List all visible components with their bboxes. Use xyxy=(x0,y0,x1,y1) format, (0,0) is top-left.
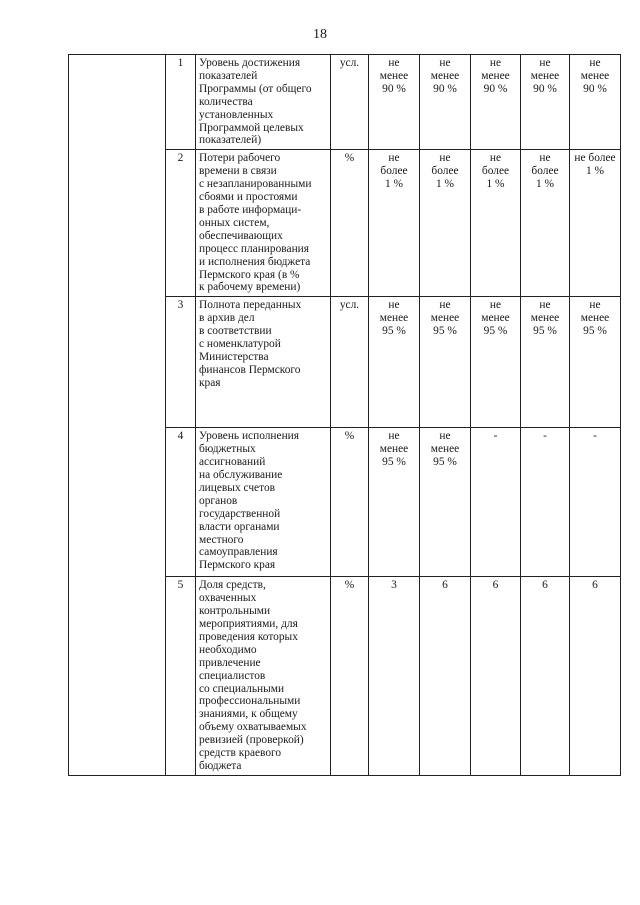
indicator-name-line: Уровень достижения xyxy=(199,57,301,69)
indicator-name-line: власти органами xyxy=(199,520,280,533)
indicator-name-line: в архив дел xyxy=(199,312,255,325)
indicator-name-line: со специальными xyxy=(199,682,285,695)
value-line: - xyxy=(493,430,498,443)
value-cell xyxy=(471,428,521,577)
value-line: не xyxy=(388,299,400,312)
indicator-name-line: на обслуживание xyxy=(199,469,283,482)
value-line: менее xyxy=(430,443,460,456)
value-cell xyxy=(521,297,570,428)
value-line: менее xyxy=(481,69,510,82)
indicator-name-line: в соответствии xyxy=(199,325,272,338)
unit-cell: усл. xyxy=(331,55,369,150)
value-cell xyxy=(369,297,420,428)
indicator-name-line: к рабочему времени) xyxy=(199,281,301,294)
indicator-name-line: онных систем, xyxy=(199,216,270,229)
value-cell xyxy=(420,297,471,428)
value-line: менее xyxy=(379,69,409,82)
value-line: 95 % xyxy=(382,325,406,338)
value-line: 6 xyxy=(542,579,548,592)
row-number: 5 xyxy=(166,577,196,776)
value-cell xyxy=(521,55,570,150)
indicator-name-line: количества xyxy=(199,95,253,108)
value-line: не xyxy=(539,152,551,165)
indicator-name-line: в работе информаци- xyxy=(199,203,302,216)
value-line: менее xyxy=(379,443,409,456)
value-line: - xyxy=(543,430,547,443)
row-number: 3 xyxy=(166,297,196,428)
indicator-name-line: установленных xyxy=(199,108,274,121)
indicator-name-line: процесс планирования xyxy=(199,242,310,255)
indicator-name-line: привлечение xyxy=(199,656,261,669)
indicator-name-line: профессиональными xyxy=(199,695,301,708)
indicator-name-line: Доля средств, xyxy=(199,579,266,592)
value-cell xyxy=(420,428,471,577)
indicator-name-line: контрольными xyxy=(199,605,271,618)
indicator-name-line: мероприятиями, для xyxy=(199,618,298,631)
value-line: не более xyxy=(574,152,616,165)
value-cell xyxy=(471,55,521,150)
unit-cell: % xyxy=(331,150,369,297)
value-line: не xyxy=(388,152,400,165)
value-line: более xyxy=(531,165,559,178)
value-line: - xyxy=(593,430,597,443)
indicator-name-line: бюджетных xyxy=(199,443,256,456)
value-line: менее xyxy=(580,312,610,325)
value-line: 90 % xyxy=(583,82,607,95)
value-line: 95 % xyxy=(433,325,457,338)
indicator-name-line: показателей xyxy=(199,69,258,82)
value-line: 90 % xyxy=(433,82,457,95)
value-line: не xyxy=(439,299,451,312)
value-line: менее xyxy=(430,69,460,82)
indicator-name-line: специалистов xyxy=(199,669,266,682)
value-cell xyxy=(471,297,521,428)
indicator-name-line: Программой целевых xyxy=(199,121,304,134)
value-line: 1 % xyxy=(535,178,555,191)
value-cell xyxy=(570,150,621,297)
indicator-name-line: местного xyxy=(199,533,244,546)
value-line: 6 xyxy=(492,579,499,592)
value-line: не xyxy=(388,57,400,69)
indicator-name xyxy=(196,55,331,150)
value-line: не xyxy=(489,57,502,69)
empty-left-column xyxy=(69,55,166,776)
value-line: 90 % xyxy=(382,82,406,95)
indicator-name-line: Потери рабочего xyxy=(199,152,281,165)
value-line: менее xyxy=(379,312,409,325)
value-line: 95 % xyxy=(483,325,508,338)
value-line: 95 % xyxy=(583,325,607,338)
value-line: не xyxy=(388,430,400,443)
indicator-name-line: знаниями, к общему xyxy=(199,708,298,721)
value-line: 95 % xyxy=(433,456,457,469)
indicator-name-line: Пермского края xyxy=(199,559,276,572)
indicator-name-line: Программы (от общего xyxy=(199,82,312,95)
value-line: 6 xyxy=(442,579,448,592)
indicator-name-line: объему охватываемых xyxy=(199,721,307,734)
page-number: 18 xyxy=(313,27,327,42)
indicator-name xyxy=(196,577,331,776)
value-cell xyxy=(369,577,420,776)
value-line: менее xyxy=(580,69,610,82)
indicator-name-line: необходимо xyxy=(199,643,257,656)
table-row xyxy=(69,55,621,150)
value-line: более xyxy=(380,165,408,178)
value-cell xyxy=(420,55,471,150)
value-cell xyxy=(369,150,420,297)
value-cell xyxy=(570,297,621,428)
value-line: 90 % xyxy=(533,82,557,95)
indicator-name-line: Пермского края (в % xyxy=(199,268,300,281)
value-line: более xyxy=(481,165,510,178)
value-cell xyxy=(420,577,471,776)
value-cell xyxy=(369,428,420,577)
value-line: не xyxy=(489,152,502,165)
indicator-name-line: органов xyxy=(199,494,238,507)
value-cell xyxy=(369,55,420,150)
value-line: 90 % xyxy=(483,82,508,95)
indicator-name-line: государственной xyxy=(199,507,281,520)
value-line: 1 % xyxy=(486,178,505,191)
value-cell xyxy=(570,55,621,150)
indicator-name-line: времени в связи xyxy=(199,165,277,178)
value-line: не xyxy=(589,299,601,312)
indicator-name-line: сбоями и простоями xyxy=(199,191,298,204)
value-line: 6 xyxy=(592,579,598,592)
value-line: 1 % xyxy=(384,178,404,191)
indicator-name-line: лицевых счетов xyxy=(199,481,276,494)
value-line: более xyxy=(431,165,459,178)
value-cell xyxy=(570,428,621,577)
indicator-name-line: с незапланированными xyxy=(199,178,312,191)
indicator-name-line: бюджета xyxy=(199,760,242,772)
value-line: не xyxy=(539,299,551,312)
indicator-name xyxy=(196,297,331,428)
unit-cell: усл. xyxy=(331,297,369,428)
indicator-name-line: Министерства xyxy=(199,350,269,363)
row-number: 4 xyxy=(166,428,196,577)
indicator-name-line: края xyxy=(199,376,221,389)
indicator-name-line: с номенклатурой xyxy=(199,338,281,351)
unit-cell: % xyxy=(331,577,369,776)
value-line: 3 xyxy=(391,579,397,592)
indicator-name-line: обеспечивающих xyxy=(199,229,283,242)
indicator-name-line: финансов Пермского xyxy=(199,363,301,376)
value-line: менее xyxy=(530,69,560,82)
indicator-name-line: показателей) xyxy=(199,134,262,147)
indicator-name-line: и исполнения бюджета xyxy=(199,255,311,268)
value-line: 95 % xyxy=(533,325,557,338)
indicator-name-line: Полнота переданных xyxy=(199,299,302,312)
indicator-name-line: охваченных xyxy=(199,592,257,605)
indicator-name xyxy=(196,428,331,577)
value-cell xyxy=(521,150,570,297)
unit-cell: % xyxy=(331,428,369,577)
indicator-name-line: самоуправления xyxy=(199,546,278,559)
indicator-name-line: ассигнований xyxy=(199,456,266,469)
value-cell xyxy=(471,150,521,297)
value-cell xyxy=(420,150,471,297)
indicator-name-line: ревизией (проверкой) xyxy=(199,734,304,747)
value-line: не xyxy=(539,57,551,69)
value-line: менее xyxy=(481,312,510,325)
indicator-name-line: средств краевого xyxy=(199,747,282,760)
value-line: 1 % xyxy=(585,165,605,178)
value-line: не xyxy=(439,152,451,165)
indicator-name xyxy=(196,150,331,297)
value-cell xyxy=(521,428,570,577)
value-cell xyxy=(521,577,570,776)
value-line: не xyxy=(489,299,502,312)
value-line: не xyxy=(439,57,451,69)
value-line: 1 % xyxy=(435,178,455,191)
value-line: не xyxy=(439,430,451,443)
value-cell xyxy=(570,577,621,776)
value-line: не xyxy=(589,57,601,69)
value-line: 95 % xyxy=(382,456,406,469)
value-line: менее xyxy=(430,312,460,325)
value-line: менее xyxy=(530,312,560,325)
value-cell xyxy=(471,577,521,776)
indicator-name-line: проведения которых xyxy=(199,630,298,643)
row-number: 2 xyxy=(166,150,196,297)
indicators-table xyxy=(68,54,621,776)
row-number: 1 xyxy=(166,55,196,150)
indicator-name-line: Уровень исполнения xyxy=(199,430,300,443)
